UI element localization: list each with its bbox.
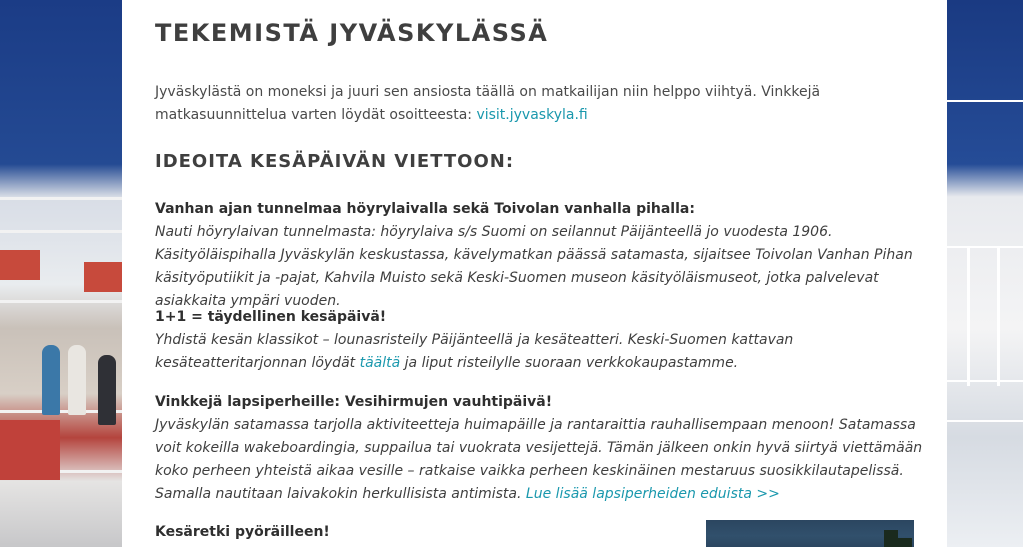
idea-summer-day-heading: 1+1 = täydellinen kesäpäivä! bbox=[155, 309, 387, 325]
idea-cycling bbox=[155, 521, 655, 544]
section-subtitle: IDEOITA KESÄPÄIVÄN VIETTOON: bbox=[155, 151, 515, 172]
intro-paragraph bbox=[155, 81, 925, 127]
idea-steamboat bbox=[155, 198, 925, 313]
cycling-photo bbox=[706, 520, 914, 547]
intro-text: Jyväskylästä on moneksi ja juuri sen ansiosta täällä on matkailijan niin helppo viihtyä. Vinkkejä matkasuunnittelua varten löydät osoitteesta: bbox=[155, 84, 821, 123]
background-photo-right bbox=[947, 0, 1023, 547]
idea-summer-day-text-after: ja liput risteilylle suoraan verkkokaupastamme. bbox=[400, 355, 739, 371]
theatre-link[interactable]: täältä bbox=[359, 355, 401, 371]
visit-jyvaskyla-link[interactable]: visit.jyvaskyla.fi bbox=[476, 107, 588, 123]
idea-families-heading: Vinkkejä lapsiperheille: Vesihirmujen vauhtipäivä! bbox=[155, 394, 553, 410]
idea-steamboat-heading: Vanhan ajan tunnelmaa höyrylaivalla sekä Toivolan vanhalla pihalla: bbox=[155, 201, 695, 217]
content-panel bbox=[122, 0, 947, 547]
idea-families bbox=[155, 391, 925, 506]
family-benefits-link[interactable]: Lue lisää lapsiperheiden eduista >> bbox=[525, 486, 780, 502]
page-title: TEKEMISTÄ JYVÄSKYLÄSSÄ bbox=[155, 19, 549, 47]
background-photo-left bbox=[0, 0, 122, 547]
idea-summer-day-text bbox=[155, 329, 925, 375]
idea-families-text bbox=[155, 414, 925, 506]
idea-cycling-heading: Kesäretki pyöräilleen! bbox=[155, 524, 330, 540]
idea-families-text-body: Jyväskylän satamassa tarjolla aktiviteetteja huimapäille ja rantaraittia rauhallisempaan menoon! Satamassa voit kokeilla wakeboardingia, suppailua tai vuokrata vesijettejä. Tämän jälkeen onkin hyvä siirtyä viettämään koko perheen yhteistä aikaa vesille – ratkaise vaikka perheen keskinäinen mestaruus suosikkilautapelissä. Samalla nautitaan laivakokin herkullisista antimista. bbox=[155, 417, 923, 502]
idea-summer-day-text-before: Yhdistä kesän klassikot – lounasristeily Päijänteellä ja kesäteatteri. Keski-Suomen kattavan kesäteatteritarjonnan löydät bbox=[155, 332, 794, 371]
idea-summer-day bbox=[155, 306, 925, 375]
idea-steamboat-text: Nauti höyrylaivan tunnelmasta: höyrylaiva s/s Suomi on seilannut Päijänteellä jo vuodesta 1906. Käsityöläispihalla Jyväskylän keskustassa, kävelymatkan päässä satamasta, sijaitsee Toivolan Vanhan Pihan käsityöputiikit ja -pajat, Kahvila Muisto sekä Keski-Suomen museon käsityöläismuseot, jotka palvelevat asiakkaita ympäri vuoden. bbox=[155, 224, 913, 309]
